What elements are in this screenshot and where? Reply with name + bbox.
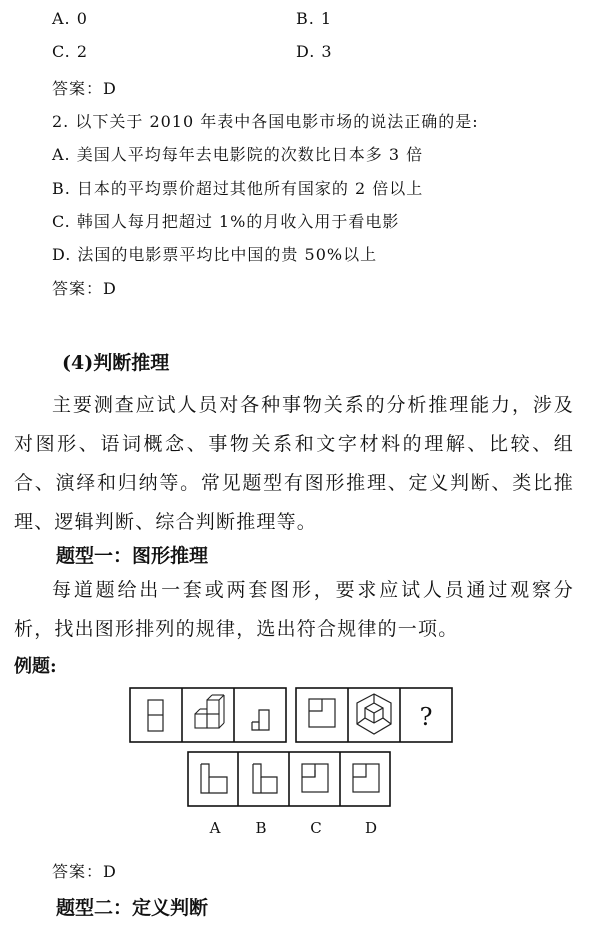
question-2-option-a: A. 美国人平均每年去电影院的次数比日本多 3 倍 — [52, 145, 424, 164]
question-2-stem: 2. 以下关于 2010 年表中各国电影市场的说法正确的是: — [52, 112, 479, 131]
section-4-body — [14, 386, 574, 542]
type-2-heading: 题型二：定义判断 — [56, 897, 209, 919]
option-label-d: D — [364, 819, 378, 837]
prev-answer: 答案：D — [52, 79, 117, 98]
section-4-paragraph: 主要测查应试人员对各种事物关系的分析推理能力，涉及对图形、语词概念、事物关系和文字材料的理解、比较、组合、演绎和归纳等。常见题型有图形推理、定义判断、类比推理、逻辑判断、综合判断推理等。 — [14, 394, 574, 533]
option-boxes — [188, 752, 390, 806]
option-c-figure — [302, 764, 328, 792]
option-d-figure — [353, 764, 379, 792]
option-label-b: B — [255, 819, 267, 837]
prev-option-c: C. 2 — [52, 42, 89, 61]
type-1-heading: 题型一：图形推理 — [56, 545, 209, 567]
figure-cell-5 — [357, 694, 391, 734]
prev-option-d: D. 3 — [296, 42, 333, 61]
question-2-answer: 答案：D — [52, 279, 117, 298]
prev-option-b: B. 1 — [296, 9, 333, 28]
type-1-paragraph: 每道题给出一套或两套图形，要求应试人员通过观察分析，找出图形排列的规律，选出符合规律的一项。 — [14, 579, 574, 640]
prev-option-a: A. 0 — [52, 9, 88, 28]
option-b-figure — [253, 764, 277, 793]
option-a-figure — [201, 764, 227, 793]
figure-cell-3 — [252, 710, 269, 730]
question-2-option-d: D. 法国的电影票平均比中国的贵 50%以上 — [52, 245, 378, 264]
section-4-heading: (4)判断推理 — [62, 352, 170, 374]
question-mark: ? — [419, 703, 433, 731]
example-label: 例题: — [14, 656, 57, 677]
figure-cell-2 — [195, 695, 224, 728]
figure-puzzle — [128, 686, 458, 846]
figure-cell-1 — [148, 700, 163, 731]
question-2-option-b: B. 日本的平均票价超过其他所有国家的 2 倍以上 — [52, 179, 424, 198]
question-2-option-c: C. 韩国人每月把超过 1%的月收入用于看电影 — [52, 212, 400, 231]
type-1-answer: 答案：D — [52, 862, 117, 881]
type-1-body — [14, 571, 574, 649]
figure-cell-4 — [309, 699, 335, 727]
option-label-c: C — [310, 819, 322, 837]
option-label-a: A — [209, 819, 221, 837]
